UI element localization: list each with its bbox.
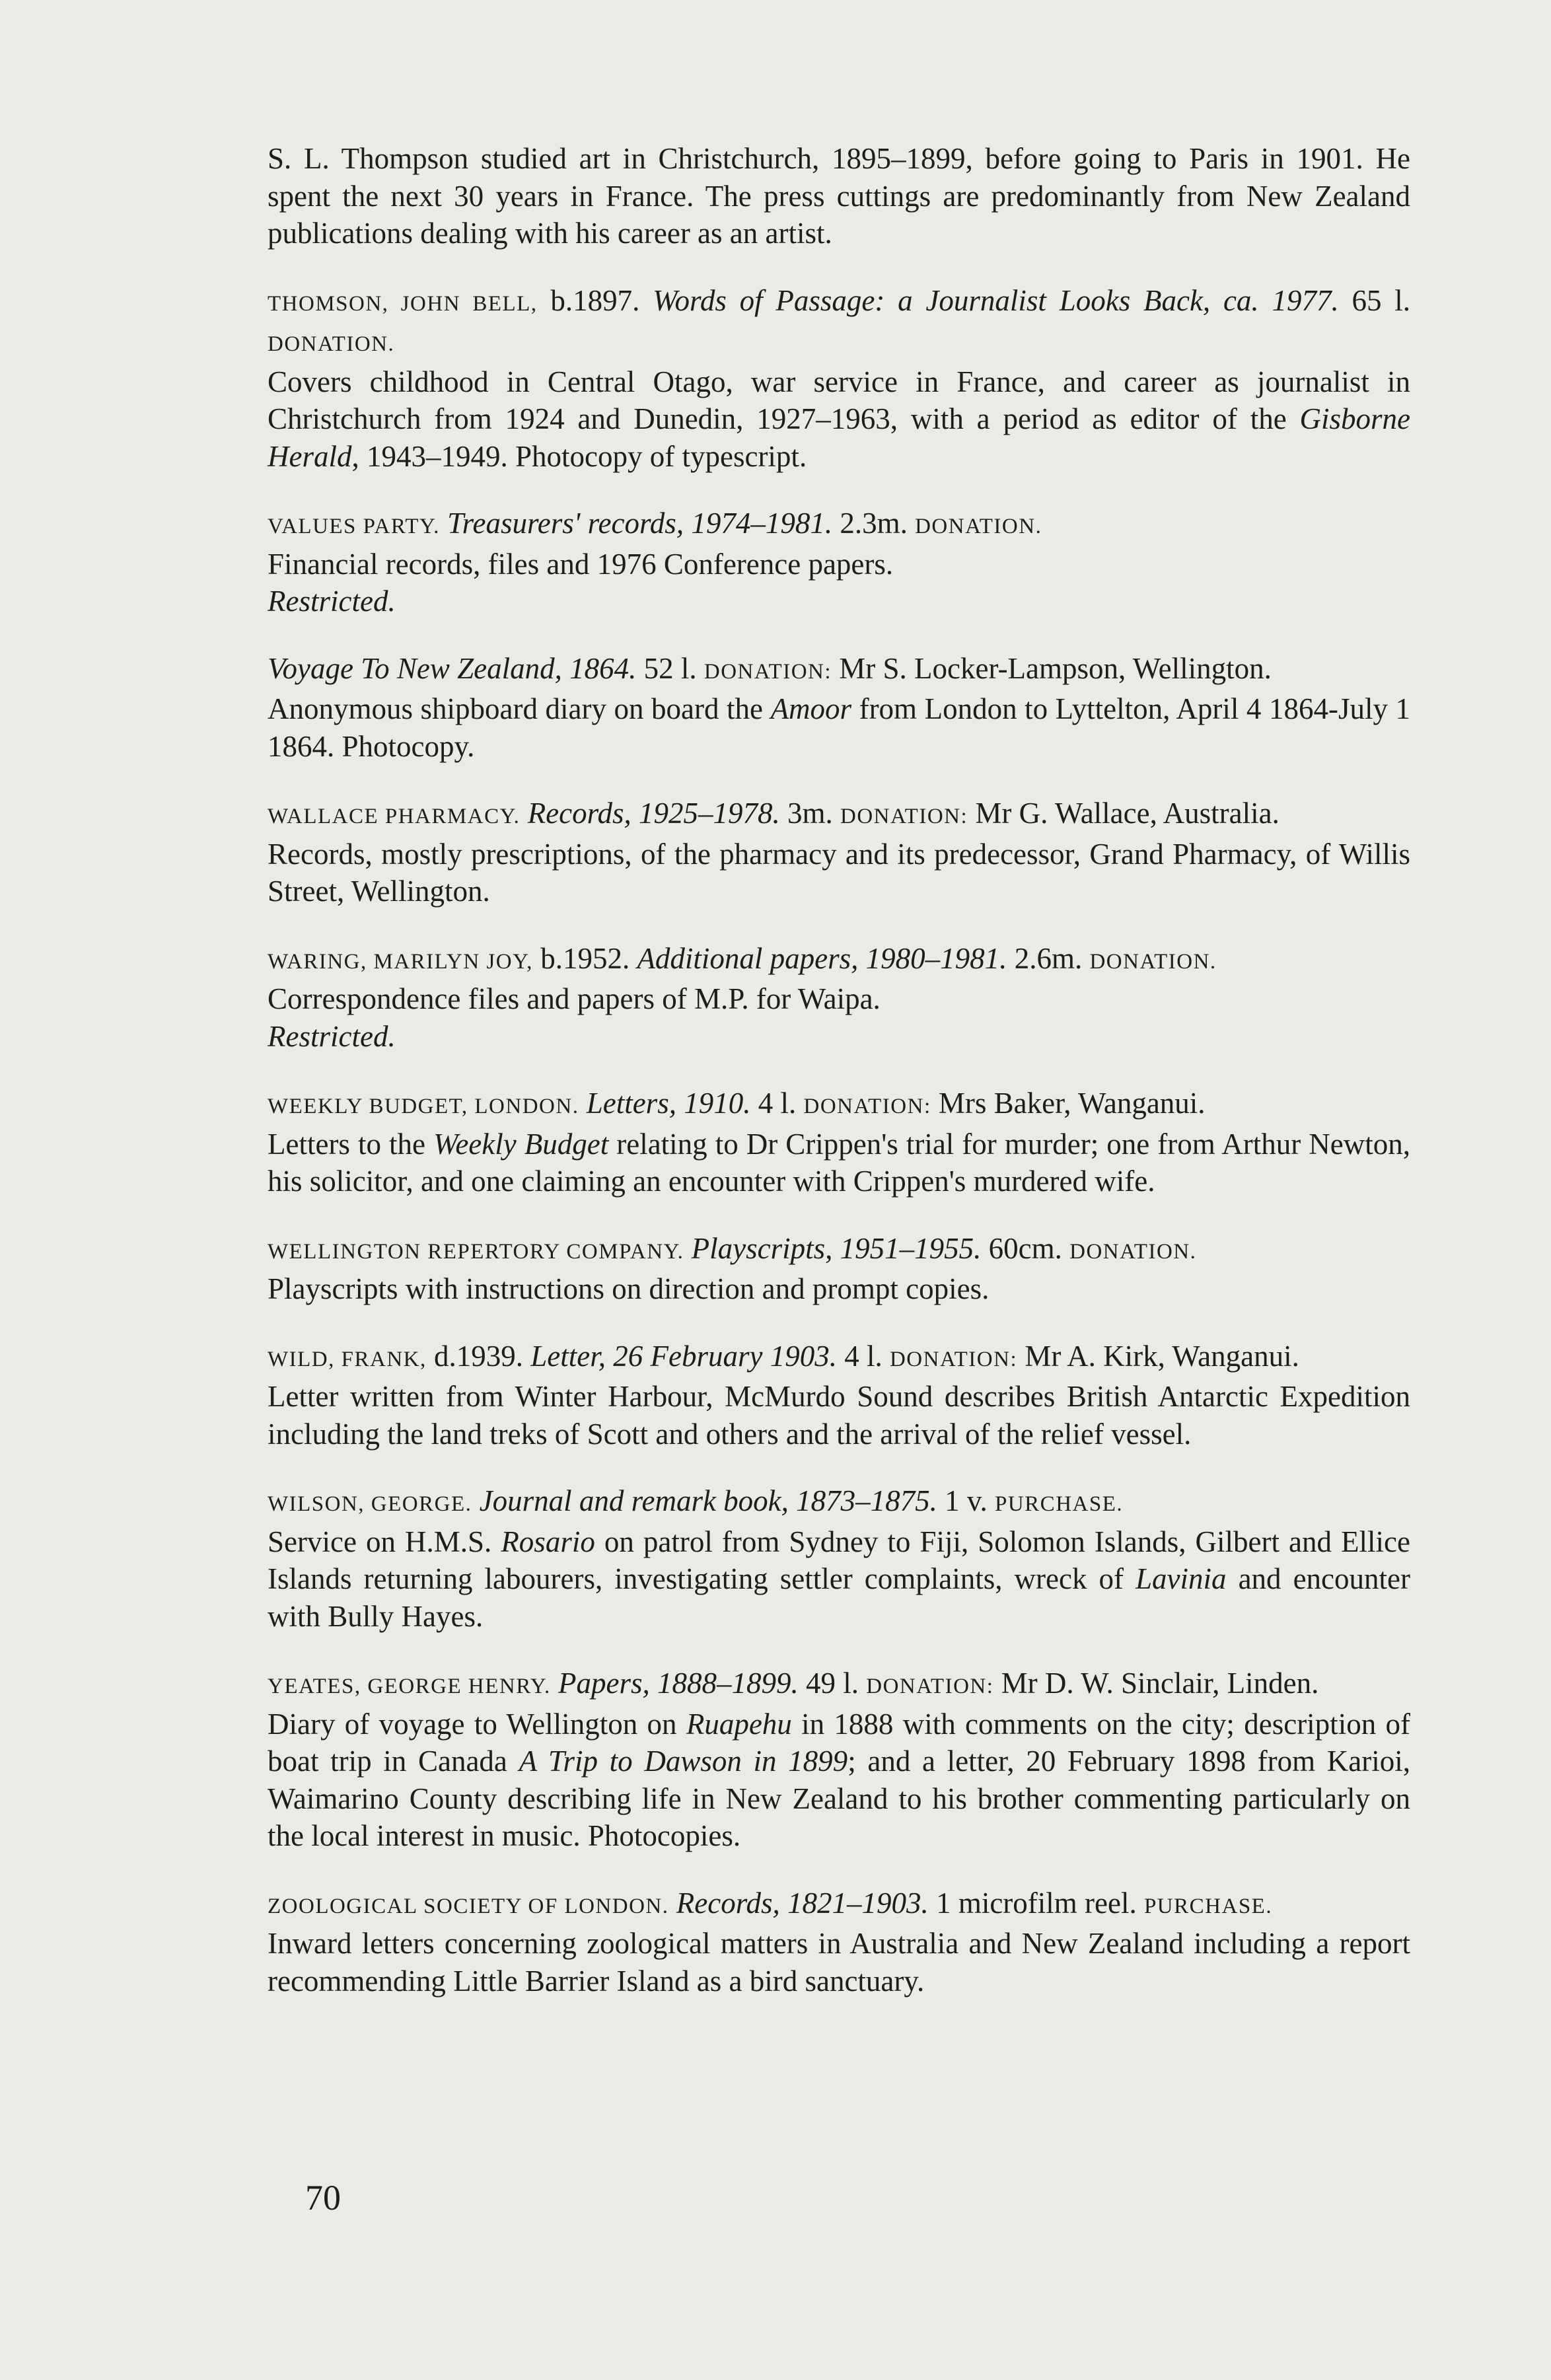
catalogue-entry-values-party — [268, 505, 1410, 620]
entry-description: Covers childhood in Central Otago, war service in France, and career as journalist in Christchurch from 1924 and Dunedin, 1927–1963, with a period as editor of the Gisborne Herald, 1943–1949. Photocopy of typescript. — [268, 365, 1410, 473]
intro-paragraph: S. L. Thompson studied art in Christchurch, 1895–1899, before going to Paris in 1901. He spent the next 30 years in France. The press cuttings are predominantly from New Zealand publications dealing with his career as an artist. — [268, 142, 1410, 250]
entry-name: WILSON, GEORGE. — [268, 1492, 472, 1516]
entry-heading — [268, 282, 1410, 363]
entry-extent: 3m. — [779, 797, 840, 830]
entry-name: WILD, FRANK, — [268, 1347, 427, 1371]
entry-donor: Mrs Baker, Wanganui. — [931, 1087, 1206, 1120]
entry-name: WEEKLY BUDGET, LONDON. — [268, 1095, 579, 1118]
entry-extent: 1 v. — [937, 1484, 995, 1517]
entry-description: Playscripts with instructions on direction and prompt copies. — [268, 1272, 990, 1305]
entry-title: Records, 1821–1903. — [668, 1886, 929, 1920]
entry-heading — [268, 650, 1410, 691]
entry-heading — [268, 1085, 1410, 1126]
catalogue-entry-wallace-pharmacy — [268, 795, 1410, 910]
entry-acquisition: DONATION. — [1069, 1239, 1197, 1264]
entry-name: WELLINGTON REPERTORY COMPANY. — [268, 1239, 684, 1264]
entry-heading — [268, 1230, 1410, 1271]
catalogue-entry-zoological-society — [268, 1885, 1410, 2000]
entry-extent: 1 microfilm reel. — [928, 1886, 1144, 1920]
entry-donor: Mr A. Kirk, Wanganui. — [1017, 1339, 1299, 1373]
entry-heading — [268, 940, 1410, 981]
entry-italic-term: A Trip to Dawson in 1899 — [519, 1745, 848, 1778]
entry-title: Treasurers' records, 1974–1981. — [439, 507, 833, 540]
entry-dates: b.1952. — [532, 941, 637, 975]
entry-acquisition: DONATION. — [268, 332, 395, 356]
entry-title: Letters, 1910. — [579, 1087, 751, 1120]
entry-italic-term: Amoor — [770, 692, 852, 725]
entry-title: Papers, 1888–1899. — [550, 1667, 799, 1700]
entry-italic-term: Weekly Budget — [433, 1127, 609, 1161]
entry-heading — [268, 505, 1410, 546]
entry-donor: Mr G. Wallace, Australia. — [968, 797, 1280, 830]
entry-description: Anonymous shipboard diary on board the Amoor from London to Lyttelton, April 4 1864-July 1 1864. Photocopy. — [268, 692, 1410, 763]
entry-acquisition: DONATION. — [915, 515, 1042, 538]
entry-title: Journal and remark book, 1873–1875. — [472, 1484, 937, 1517]
entry-extent: 52 l. — [636, 651, 704, 685]
entry-acquisition: PURCHASE. — [1143, 1894, 1273, 1918]
catalogue-entry-wilson — [268, 1482, 1410, 1635]
entry-extent: 60cm. — [981, 1231, 1070, 1265]
entry-acquisition: DONATION: — [866, 1675, 994, 1698]
entry-name: WALLACE PHARMACY. — [268, 805, 521, 828]
entry-extent: 49 l. — [798, 1667, 867, 1700]
entry-restricted-note: Restricted. — [268, 585, 396, 618]
entry-heading — [268, 1338, 1410, 1379]
entry-donor: Mr D. W. Sinclair, Linden. — [993, 1667, 1319, 1700]
entry-description: Service on H.M.S. Rosario on patrol from Sydney to Fiji, Solomon Islands, Gilbert and Ellice Islands returning labourers, investigating settler complaints, wreck of Lavinia and encounter with Bully Hayes. — [268, 1525, 1410, 1633]
entry-acquisition: DONATION. — [1089, 949, 1217, 974]
entry-title: Playscripts, 1951–1955. — [684, 1231, 982, 1265]
entry-acquisition: DONATION: — [703, 659, 832, 684]
entry-italic-term: Rosario — [501, 1525, 595, 1558]
entry-name: WARING, MARILYN JOY, — [268, 949, 533, 974]
entry-acquisition: PURCHASE. — [994, 1492, 1124, 1516]
catalogue-entry-wild — [268, 1338, 1410, 1453]
entry-title: Voyage To New Zealand, 1864. — [268, 651, 637, 685]
entry-extent: 2.3m. — [832, 507, 916, 540]
entry-name: VALUES PARTY. — [268, 515, 440, 538]
catalogue-entry-weekly-budget — [268, 1085, 1410, 1200]
entry-dates: d.1939. — [426, 1339, 531, 1373]
catalogue-text — [268, 140, 1410, 2029]
catalogue-entry-waring — [268, 940, 1410, 1056]
entry-dates: b.1897. — [537, 283, 653, 317]
entry-italic-term: Ruapehu — [686, 1707, 792, 1741]
entry-description: Letters to the Weekly Budget relating to Dr Crippen's trial for murder; one from Arthur Newton, his solicitor, and one claiming an encounter with Crippen's murdered wife. — [268, 1127, 1410, 1198]
entry-title: Records, 1925–1978. — [520, 797, 780, 830]
entry-title: Words of Passage: a Journalist Looks Back, ca. 1977. — [653, 283, 1339, 317]
entry-acquisition: DONATION: — [803, 1095, 931, 1118]
catalogue-entry-yeates — [268, 1665, 1410, 1855]
entry-name: THOMSON, JOHN BELL, — [268, 291, 538, 316]
entry-description: Correspondence files and papers of M.P. for Waipa. — [268, 982, 881, 1015]
entry-title: Additional papers, 1980–1981. — [637, 941, 1007, 975]
entry-heading — [268, 1482, 1410, 1523]
entry-heading — [268, 1665, 1410, 1706]
entry-extent: 4 l. — [750, 1087, 804, 1120]
catalogue-entry-thomson — [268, 282, 1410, 476]
entry-italic-term: Lavinia — [1136, 1562, 1227, 1595]
entry-italic-term: Gisborne Herald — [268, 402, 1410, 473]
entry-donor: Mr S. Locker-Lampson, Wellington. — [832, 651, 1272, 685]
entry-description: Financial records, files and 1976 Conference papers. — [268, 547, 894, 581]
intro-entry — [268, 140, 1410, 252]
entry-restricted-note: Restricted. — [268, 1019, 396, 1053]
entry-extent: 65 l. — [1338, 283, 1411, 317]
page-number: 70 — [305, 2178, 341, 2218]
entry-description: Letter written from Winter Harbour, McMurdo Sound describes British Antarctic Expedition including the land treks of Scott and others and the arrival of the relief vessel. — [268, 1380, 1410, 1451]
entry-heading — [268, 1885, 1410, 1926]
entry-description: Inward letters concerning zoological matters in Australia and New Zealand including a report recommending Little Barrier Island as a bird sanctuary. — [268, 1927, 1410, 1998]
entry-acquisition: DONATION: — [889, 1347, 1018, 1371]
catalogue-entry-voyage — [268, 650, 1410, 766]
entry-title: Letter, 26 February 1903. — [530, 1339, 837, 1373]
entry-description: Diary of voyage to Wellington on Ruapehu in 1888 with comments on the city; description of boat trip in Canada A Trip to Dawson in 1899; and a letter, 20 February 1898 from Karioi, Waimarino County describing life in New Zealand to his brother commenting particularly on the local interest in music. Photocopies. — [268, 1707, 1410, 1852]
entry-description: Records, mostly prescriptions, of the pharmacy and its predecessor, Grand Pharmacy, of Willis Street, Wellington. — [268, 837, 1410, 908]
entry-extent: 4 l. — [836, 1339, 890, 1373]
entry-name: ZOOLOGICAL SOCIETY OF LONDON. — [268, 1894, 669, 1918]
entry-acquisition: DONATION: — [840, 805, 968, 828]
entry-name: YEATES, GEORGE HENRY. — [268, 1675, 551, 1698]
entry-extent: 2.6m. — [1007, 941, 1090, 975]
catalogue-entry-wellington-repertory — [268, 1230, 1410, 1308]
entry-heading — [268, 795, 1410, 836]
